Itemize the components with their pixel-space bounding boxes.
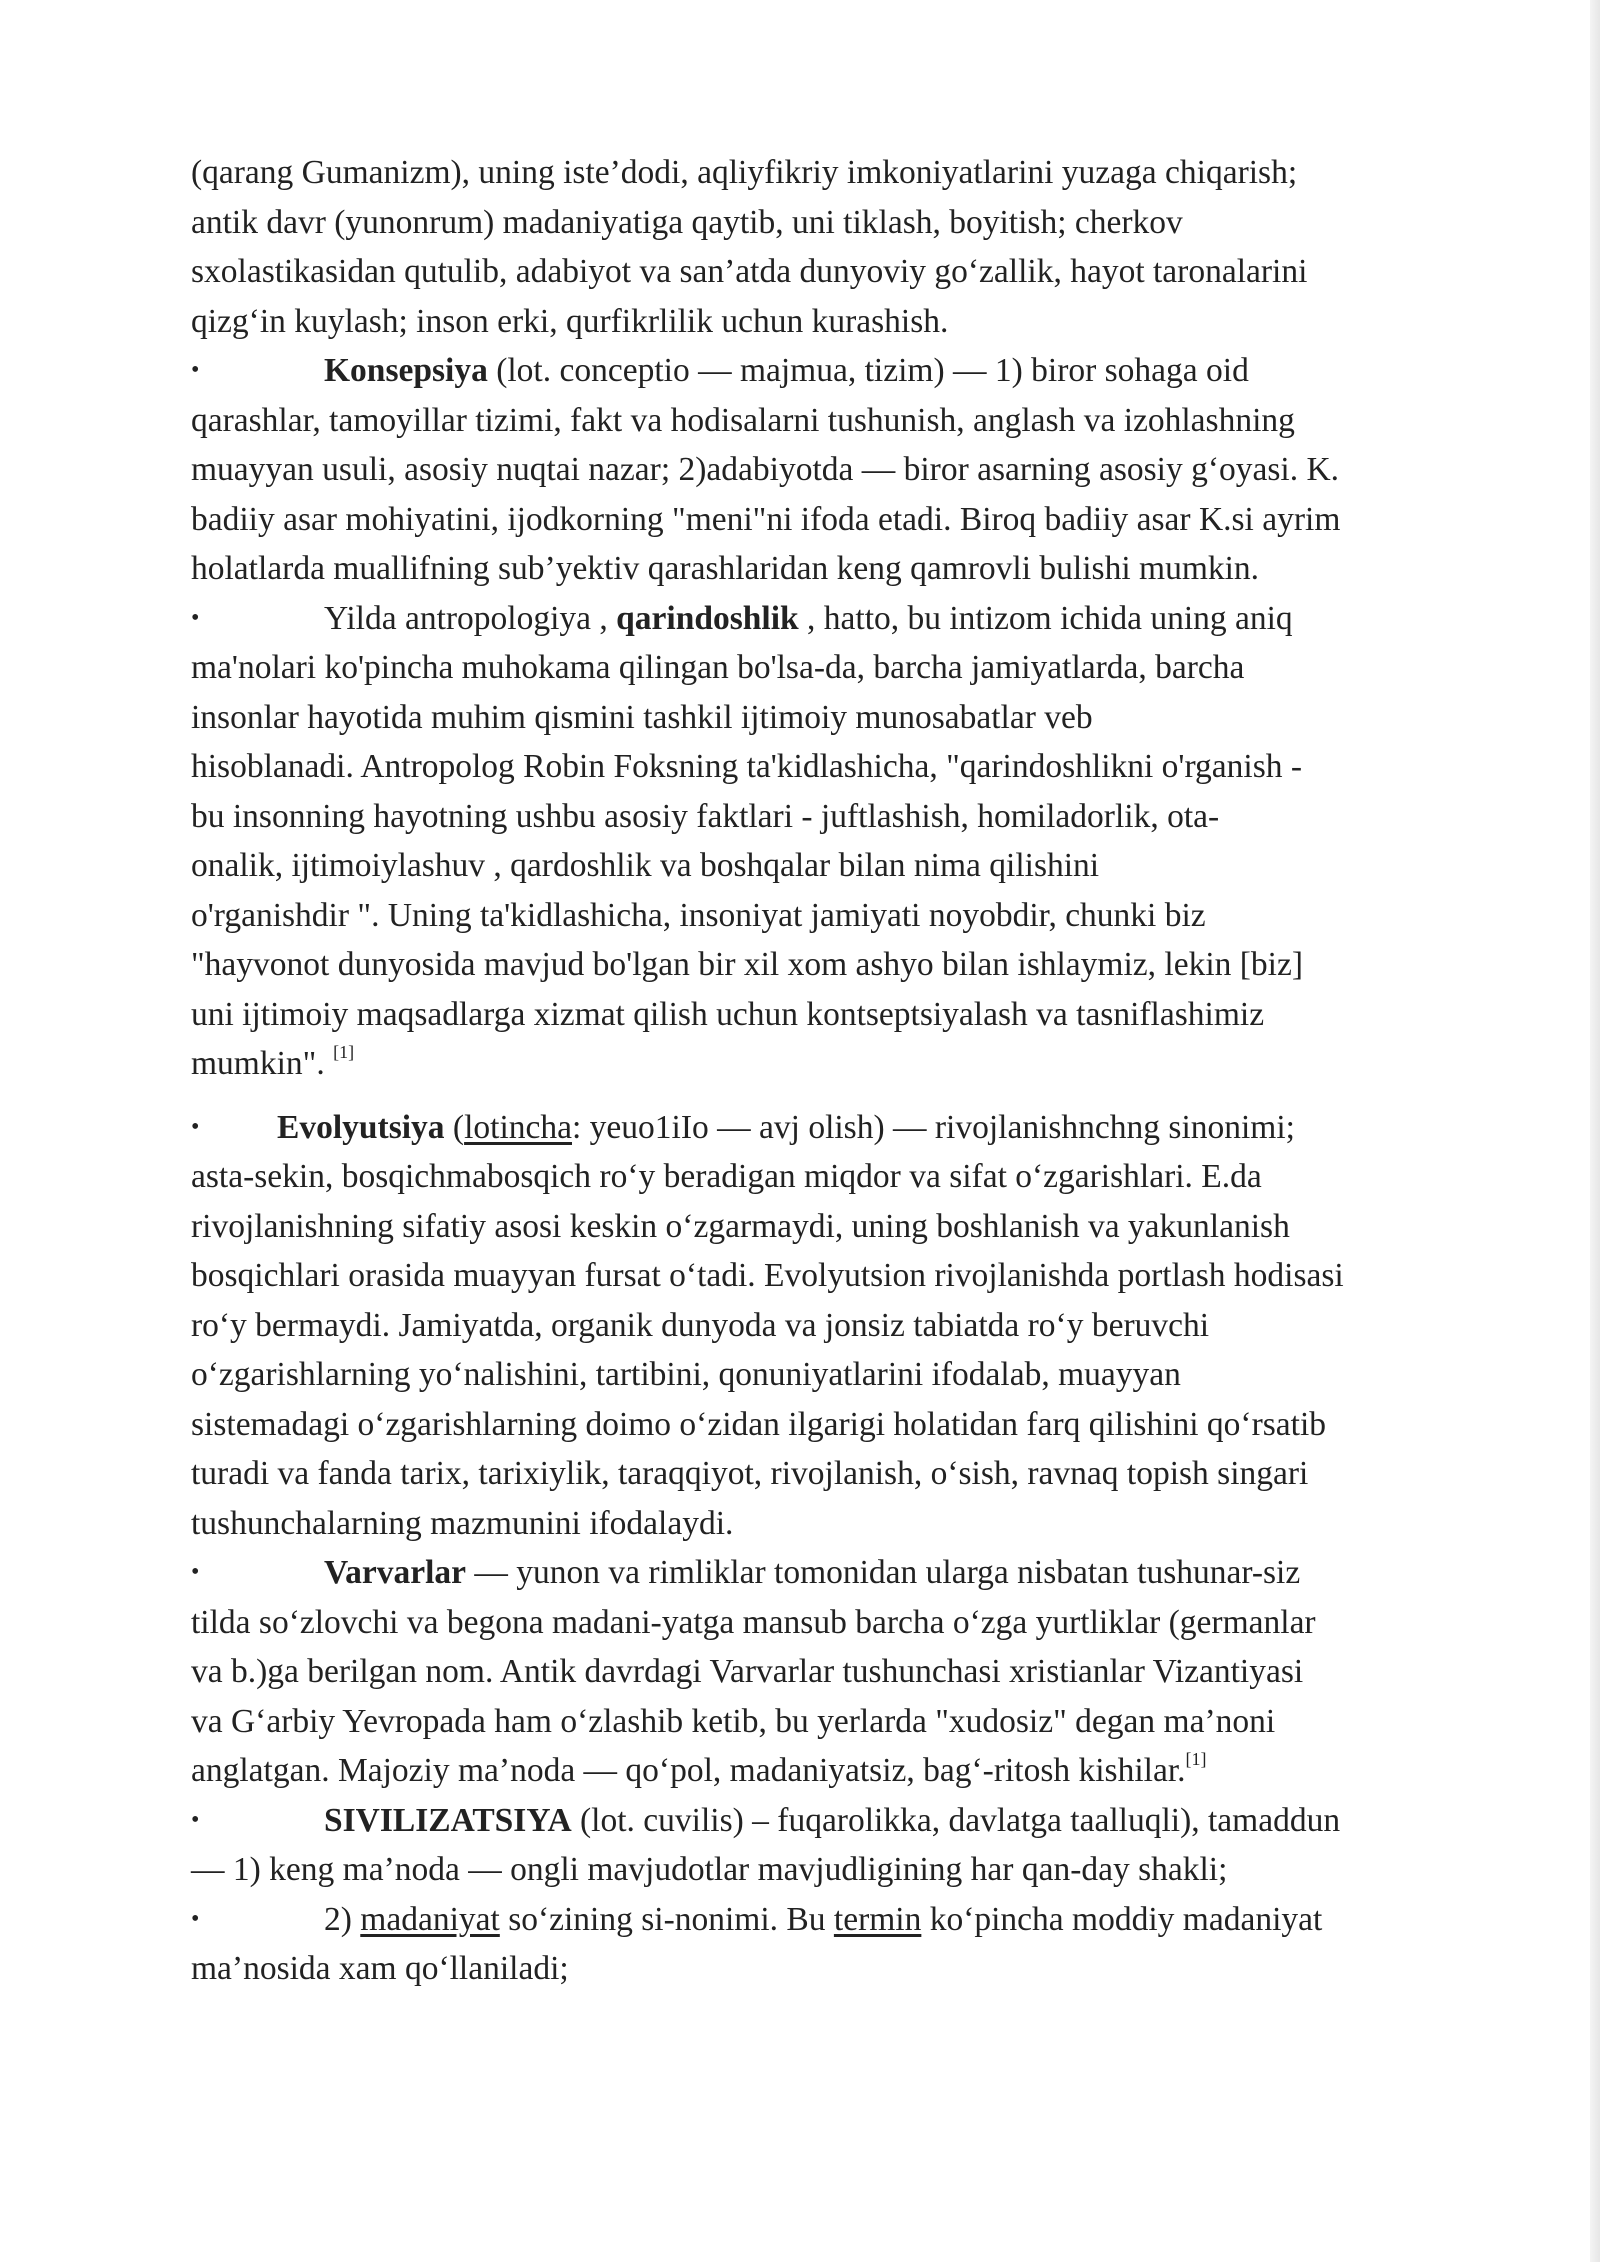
definition-text: — yunon va rimliklar tomonidan ularga nisbatan tushunar-siz: [466, 1554, 1301, 1591]
definition-line: holatlarda muallifning sub’yektiv qarashlaridan keng qamrovli bulishi mumkin.: [191, 550, 1260, 587]
definition-text: : yeuo1iIo — avj olish) — rivojlanishnchng sinonimi;: [572, 1108, 1295, 1146]
term-evolyutsiya: Evolyutsiya: [277, 1108, 445, 1146]
definition-line: tushunchalarning mazmunini ifodalaydi.: [191, 1504, 734, 1542]
definition-line: turadi va fanda tarix, tarixiylik, taraqqiyot, rivojlanish, o‘sish, ravnaq topish singari: [191, 1455, 1309, 1492]
bullet-icon: •: [191, 1559, 200, 1585]
list-item-konsepsiya: [191, 346, 1491, 594]
definition-text: 2): [324, 1900, 361, 1938]
definition-line: o'rganishdir ". Uning ta'kidlashicha, insoniyat jamiyati noyobdir, chunki biz: [191, 896, 1206, 934]
footnote-ref[interactable]: [1]: [333, 1042, 355, 1062]
link-termin[interactable]: termin: [833, 1900, 922, 1938]
term-sivilizatsiya: SIVILIZATSIYA: [324, 1801, 572, 1839]
term-varvarlar: Varvarlar: [324, 1554, 467, 1591]
definition-line: va G‘arbiy Yevropada ham o‘zlashib ketib, bu yerlarda "xudosiz" degan ma’noni: [191, 1702, 1276, 1740]
list-item-qarindoshlik: [191, 594, 1491, 1089]
intro-paragraph: [191, 148, 1491, 346]
list-item-madaniyat: [191, 1895, 1491, 1994]
definition-line: ma’nosida xam qo‘llaniladi;: [191, 1950, 569, 1987]
bullet-icon: •: [191, 1113, 200, 1140]
definition-line: va b.)ga berilgan nom. Antik davrdagi Varvarlar tushunchasi xristianlar Vizantiyasi: [191, 1653, 1304, 1690]
intro-line: qizg‘in kuylash; inson erki, qurfikrlilik uchun kurashish.: [191, 302, 949, 340]
bullet-icon: •: [191, 604, 200, 631]
document-page: [191, 148, 1491, 1994]
list-item-varvarlar: [191, 1548, 1491, 1796]
definition-line: bosqichlari orasida muayyan fursat o‘tadi. Evolyutsion rivojlanishda portlash hodisasi: [191, 1257, 1344, 1294]
definition-text: (: [444, 1108, 465, 1146]
intro-line: (qarang Gumanizm), uning iste’dodi, aqliyfikriy imkoniyatlarini yuzaga chiqarish;: [191, 154, 1298, 191]
definition-line: asta-sekin, bosqichmabosqich ro‘y beradigan miqdor va sifat o‘zgarishlari. E.da: [191, 1158, 1262, 1195]
definition-line: — 1) keng ma’noda — ongli mavjudotlar mavjudligining har qan-day shakli;: [191, 1851, 1228, 1888]
bullet-icon: •: [191, 1905, 200, 1932]
definition-text: , hatto, bu intizom ichida uning aniq: [798, 599, 1293, 637]
definition-line: o‘zgarishlarning yo‘nalishini, tartibini, qonuniyatlarini ifodalab, muayyan: [191, 1356, 1181, 1393]
definition-line: bu insonning hayotning ushbu asosiy faktlari - juftlashish, homiladorlik, ota-: [191, 797, 1220, 835]
definition-line: insonlar hayotida muhim qismini tashkil ijtimoiy munosabatlar veb: [191, 698, 1093, 736]
term-konsepsiya: Konsepsiya: [324, 352, 488, 389]
definition-text: so‘zining si-nonimi. Bu: [499, 1900, 834, 1938]
definition-line: ro‘y bermaydi. Jamiyatda, organik dunyoda va jonsiz tabiatda ro‘y beruvchi: [191, 1306, 1210, 1344]
list-item-evolyutsiya: [191, 1103, 1491, 1549]
definition-line: anglatgan. Majoziy ma’noda — qo‘pol, madaniyatsiz, bag‘-ritosh kishilar.: [191, 1752, 1186, 1789]
definition-line: mumkin".: [191, 1045, 334, 1082]
intro-line: antik davr (yunonrum) madaniyatiga qaytib, uni tiklash, boyitish; cherkov: [191, 203, 1183, 241]
term-qarindoshlik: qarindoshlik: [616, 599, 799, 637]
definition-line: muayyan usuli, asosiy nuqtai nazar; 2)adabiyotda — biror asarning asosiy g‘oyasi. K.: [191, 451, 1340, 488]
link-lotincha[interactable]: lotincha: [464, 1108, 572, 1146]
definition-line: sistemadagi o‘zgarishlarning doimo o‘zidan ilgarigi holatidan farq qilishini qo‘rsatib: [191, 1405, 1327, 1443]
definition-text: (lot. cuvilis) – fuqarolikka, davlatga taalluqli), tamaddun: [571, 1801, 1341, 1839]
bullet-icon: •: [191, 1806, 200, 1833]
bullet-icon: •: [191, 357, 200, 383]
list-item-sivilizatsiya: [191, 1796, 1491, 1895]
footnote-ref[interactable]: [1]: [1185, 1749, 1207, 1769]
definition-line: "hayvonot dunyosida mavjud bo'lgan bir xil xom ashyo bilan ishlaymiz, lekin [biz]: [191, 946, 1304, 983]
definition-text: Yilda antropologiya ,: [324, 599, 617, 637]
definition-line: hisoblanadi. Antropolog Robin Foksning ta'kidlashicha, "qarindoshlikni o'rganish -: [191, 748, 1303, 785]
intro-line: sxolastikasidan qutulib, adabiyot va san’atda dunyoviy go‘zallik, hayot taronalarini: [191, 253, 1308, 290]
definition-text: ko‘pincha moddiy madaniyat: [921, 1900, 1323, 1938]
definition-line: uni ijtimoiy maqsadlarga xizmat qilish uchun kontseptsiyalash va tasniflashimiz: [191, 995, 1265, 1033]
definition-line: ma'nolari ko'pincha muhokama qilingan bo'lsa-da, barcha jamiyatlarda, barcha: [191, 649, 1245, 686]
link-madaniyat[interactable]: madaniyat: [360, 1900, 500, 1938]
definition-line: onalik, ijtimoiylashuv , qardoshlik va boshqalar bilan nima qilishini: [191, 847, 1100, 884]
definition-line: badiiy asar mohiyatini, ijodkorning "meni"ni ifoda etadi. Biroq badiiy asar K.si ayrim: [191, 500, 1341, 538]
definition-line: rivojlanishning sifatiy asosi keskin o‘zgarmaydi, uning boshlanish va yakunlanish: [191, 1207, 1290, 1245]
definition-line: qarashlar, tamoyillar tizimi, fakt va hodisalarni tushunish, anglash va izohlashning: [191, 401, 1295, 439]
definition-line: tilda so‘zlovchi va begona madani-yatga mansub barcha o‘zga yurtliklar (germanlar: [191, 1603, 1316, 1641]
definition-text: (lot. conceptio — majmua, tizim) — 1) biror sohaga oid: [487, 352, 1249, 389]
page-edge-shadow: [1590, 0, 1600, 2262]
